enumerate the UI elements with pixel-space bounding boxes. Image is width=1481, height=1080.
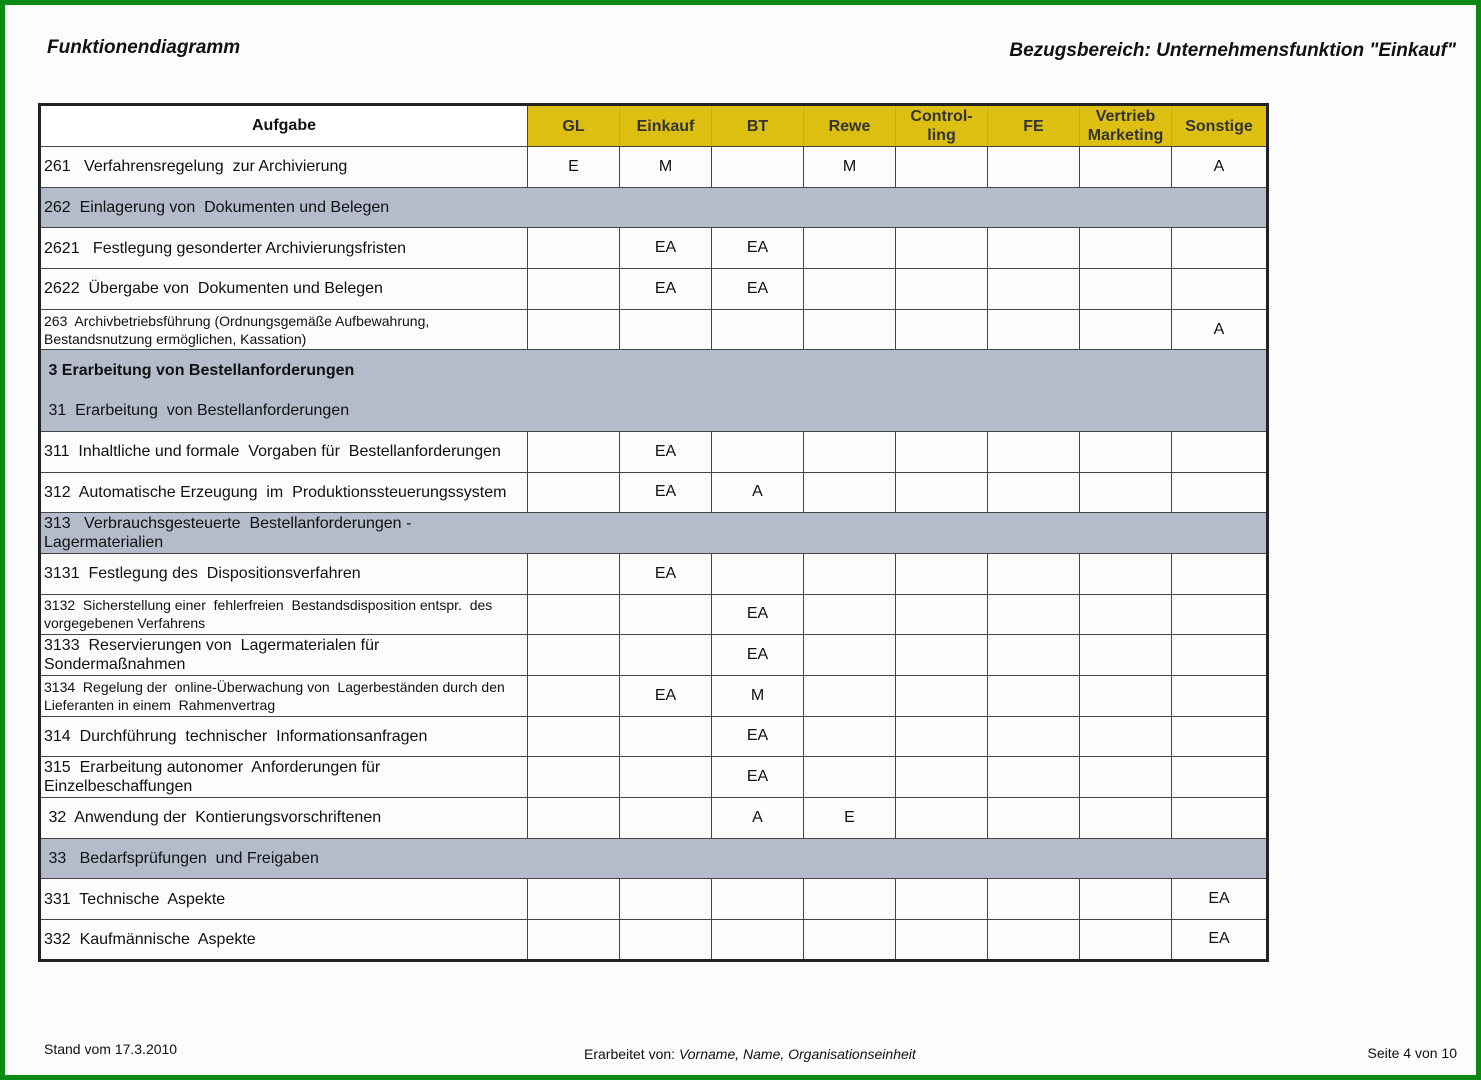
- group-heading-cell: [40, 350, 1268, 431]
- task-text: vorgegebenen Verfahrens: [44, 615, 206, 632]
- responsibility-cell: EA: [620, 431, 712, 472]
- responsibility-cell: [988, 757, 1080, 798]
- task-cell: [40, 675, 528, 716]
- task-cell: [40, 716, 528, 757]
- responsibility-cell: [712, 879, 804, 920]
- responsibility-cell: [1172, 431, 1268, 472]
- task-cell: [40, 594, 528, 635]
- task-text: 32 Anwendung der Kontierungsvorschriftenen: [44, 809, 382, 827]
- responsibility-cell: A: [1172, 147, 1268, 188]
- footer-date: Stand vom 17.3.2010: [44, 1041, 178, 1057]
- responsibility-cell: [896, 147, 988, 188]
- responsibility-cell: [988, 147, 1080, 188]
- task-text: 3133 Reservierungen von Lagermaterialen für: [44, 637, 380, 655]
- responsibility-cell: A: [712, 798, 804, 839]
- responsibility-cell: [804, 553, 896, 594]
- responsibility-cell: [620, 309, 712, 350]
- task-text: 2622 Übergabe von Dokumenten und Belegen: [44, 280, 383, 298]
- task-text: 2621 Festlegung gesonderter Archivierungsfristen: [44, 239, 406, 257]
- responsibility-cell: [1172, 472, 1268, 513]
- table-row: [40, 147, 1268, 188]
- group-heading-text: 262 Einlagerung von Dokumenten und Belegen: [44, 199, 390, 217]
- column-header-role-line: Control-: [910, 108, 973, 125]
- column-header-role: [988, 105, 1080, 147]
- group-row: [40, 513, 1268, 554]
- responsibility-cell: A: [1172, 309, 1268, 350]
- table-row: [40, 309, 1268, 350]
- responsibility-cell: EA: [712, 269, 804, 310]
- responsibility-cell: [1080, 920, 1172, 961]
- responsibility-cell: [988, 228, 1080, 269]
- column-header-role-line: Einkauf: [636, 117, 695, 135]
- responsibility-cell: [1080, 635, 1172, 676]
- group-row: [40, 838, 1268, 879]
- responsibility-cell: E: [804, 798, 896, 839]
- responsibility-cell: EA: [712, 228, 804, 269]
- responsibility-cell: M: [712, 675, 804, 716]
- responsibility-cell: [804, 716, 896, 757]
- responsibility-cell: [988, 716, 1080, 757]
- responsibility-cell: [528, 431, 620, 472]
- responsibility-cell: [988, 269, 1080, 310]
- responsibility-cell: [528, 757, 620, 798]
- responsibility-cell: [804, 635, 896, 676]
- task-text: Bestandsnutzung ermöglichen, Kassation): [44, 330, 307, 347]
- task-text: 331 Technische Aspekte: [44, 890, 226, 908]
- column-header-role-line: ling: [927, 127, 956, 144]
- responsibility-cell: [528, 716, 620, 757]
- responsibility-cell: [1080, 757, 1172, 798]
- responsibility-cell: [804, 431, 896, 472]
- responsibility-cell: E: [528, 147, 620, 188]
- table-row: [40, 716, 1268, 757]
- table-row: [40, 879, 1268, 920]
- responsibility-cell: [712, 920, 804, 961]
- responsibility-cell: [1080, 675, 1172, 716]
- responsibility-cell: EA: [620, 472, 712, 513]
- group-heading-cell: [40, 838, 1268, 879]
- table-row: [40, 757, 1268, 798]
- footer-author: [584, 1046, 916, 1062]
- responsibility-cell: EA: [620, 228, 712, 269]
- responsibility-cell: [1080, 472, 1172, 513]
- responsibility-cell: [1172, 269, 1268, 310]
- responsibility-cell: [804, 757, 896, 798]
- responsibility-cell: [712, 309, 804, 350]
- responsibility-cell: [804, 879, 896, 920]
- responsibility-cell: [1172, 594, 1268, 635]
- column-header-role: [712, 105, 804, 147]
- responsibility-cell: [528, 594, 620, 635]
- group-heading-cell: [40, 187, 1268, 228]
- task-cell: [40, 635, 528, 676]
- responsibility-cell: EA: [620, 553, 712, 594]
- responsibility-cell: [712, 553, 804, 594]
- responsibility-cell: [988, 675, 1080, 716]
- responsibility-cell: EA: [712, 635, 804, 676]
- responsibility-cell: [528, 553, 620, 594]
- task-cell: [40, 553, 528, 594]
- table-row: [40, 594, 1268, 635]
- responsibility-cell: [988, 594, 1080, 635]
- responsibility-cell: [528, 269, 620, 310]
- column-header-task: Aufgabe: [40, 105, 528, 147]
- responsibility-cell: [896, 472, 988, 513]
- responsibility-cell: [712, 431, 804, 472]
- responsibility-cell: [896, 309, 988, 350]
- table-row: [40, 269, 1268, 310]
- task-cell: [40, 757, 528, 798]
- responsibility-cell: [988, 431, 1080, 472]
- table-body: [40, 147, 1268, 961]
- responsibility-cell: [988, 635, 1080, 676]
- responsibility-cell: [1080, 553, 1172, 594]
- responsibility-cell: [1080, 879, 1172, 920]
- responsibility-cell: [620, 716, 712, 757]
- responsibility-cell: [988, 879, 1080, 920]
- table-row: [40, 798, 1268, 839]
- task-text: Lieferanten in einem Rahmenvertrag: [44, 696, 276, 713]
- responsibility-cell: [988, 920, 1080, 961]
- table-row: [40, 431, 1268, 472]
- responsibility-cell: EA: [620, 675, 712, 716]
- responsibility-cell: [528, 228, 620, 269]
- table-row: [40, 553, 1268, 594]
- task-cell: [40, 920, 528, 961]
- responsibility-cell: [804, 309, 896, 350]
- column-header-role: [1172, 105, 1268, 147]
- responsibility-cell: EA: [712, 716, 804, 757]
- responsibility-cell: EA: [712, 594, 804, 635]
- task-cell: [40, 431, 528, 472]
- table-header-row: [40, 105, 1268, 147]
- responsibility-cell: [896, 228, 988, 269]
- responsibility-cell: [804, 920, 896, 961]
- task-text: 332 Kaufmännische Aspekte: [44, 930, 256, 948]
- task-cell: [40, 147, 528, 188]
- task-text: Sondermaßnahmen: [44, 656, 186, 674]
- responsibility-cell: [1172, 798, 1268, 839]
- responsibility-cell: [804, 269, 896, 310]
- responsibility-cell: [1172, 228, 1268, 269]
- responsibility-cell: [988, 309, 1080, 350]
- group-row: [40, 350, 1268, 431]
- responsibility-cell: [896, 431, 988, 472]
- responsibility-cell: [528, 635, 620, 676]
- task-text: 3132 Sicherstellung einer fehlerfreien Bestandsdisposition entspr. des: [44, 597, 493, 614]
- footer-author-value: Vorname, Name, Organisationseinheit: [678, 1046, 916, 1062]
- responsibility-cell: [896, 594, 988, 635]
- task-text: 3131 Festlegung des Dispositionsverfahren: [44, 565, 361, 583]
- responsibility-cell: [620, 635, 712, 676]
- task-cell: [40, 269, 528, 310]
- task-text: 314 Durchführung technischer Informationsanfragen: [44, 727, 428, 745]
- responsibility-cell: [804, 594, 896, 635]
- responsibility-cell: [620, 920, 712, 961]
- responsibility-cell: [528, 879, 620, 920]
- task-cell: [40, 798, 528, 839]
- task-cell: [40, 228, 528, 269]
- task-text: 311 Inhaltliche und formale Vorgaben für Bestellanforderungen: [44, 443, 501, 461]
- responsibility-cell: [1080, 147, 1172, 188]
- column-header-role-line: Vertrieb: [1095, 108, 1156, 125]
- column-header-role: [804, 105, 896, 147]
- responsibility-cell: [896, 798, 988, 839]
- task-text: 263 Archivbetriebsführung (Ordnungsgemäße Aufbewahrung,: [44, 312, 430, 329]
- task-cell: [40, 309, 528, 350]
- group-heading-cell: [40, 513, 1268, 554]
- task-text: 3134 Regelung der online-Überwachung von Lagerbeständen durch den: [44, 678, 505, 695]
- responsibility-cell: [528, 798, 620, 839]
- responsibility-cell: [528, 920, 620, 961]
- responsibility-cell: [620, 594, 712, 635]
- responsibility-cell: [1080, 594, 1172, 635]
- column-header-role-line: GL: [562, 117, 585, 135]
- column-header-role-line: FE: [1023, 117, 1044, 135]
- group-row: [40, 187, 1268, 228]
- responsibility-cell: [1172, 553, 1268, 594]
- task-text: Einzelbeschaffungen: [44, 778, 193, 796]
- scope-title: Bezugsbereich: Unternehmensfunktion "Einkauf": [1009, 40, 1456, 61]
- table-row: [40, 635, 1268, 676]
- responsibility-cell: [1080, 716, 1172, 757]
- responsibility-cell: EA: [1172, 920, 1268, 961]
- responsibility-cell: [1172, 716, 1268, 757]
- group-heading-text: 33 Bedarfsprüfungen und Freigaben: [44, 850, 319, 868]
- table-row: [40, 472, 1268, 513]
- group-heading-text: 313 Verbrauchsgesteuerte Bestellanforderungen -: [44, 515, 412, 533]
- task-text: 312 Automatische Erzeugung im Produktionssteuerungssystem: [44, 483, 507, 501]
- column-header-role: [1080, 105, 1172, 147]
- responsibility-cell: [804, 228, 896, 269]
- task-cell: [40, 879, 528, 920]
- responsibility-cell: [896, 635, 988, 676]
- task-text: 261 Verfahrensregelung zur Archivierung: [44, 158, 348, 176]
- column-header-role: [528, 105, 620, 147]
- document-title: Funktionendiagramm: [47, 37, 241, 58]
- column-header-role-line: Sonstige: [1185, 117, 1253, 135]
- responsibility-cell: [988, 472, 1080, 513]
- column-header-role-line: BT: [746, 117, 769, 135]
- responsibility-cell: [988, 798, 1080, 839]
- responsibility-cell: [620, 879, 712, 920]
- table-row: [40, 920, 1268, 961]
- footer-author-label: Erarbeitet von:: [584, 1046, 679, 1062]
- responsibility-cell: [528, 675, 620, 716]
- group-heading-text: 3 Erarbeitung von Bestellanforderungen: [44, 361, 355, 379]
- column-header-role-line: Marketing: [1087, 127, 1164, 144]
- responsibility-cell: [1080, 798, 1172, 839]
- responsibility-cell: EA: [1172, 879, 1268, 920]
- task-text: 315 Erarbeitung autonomer Anforderungen für: [44, 759, 381, 777]
- column-header-role: [896, 105, 988, 147]
- function-diagram-table-wrapper: [38, 103, 1266, 962]
- task-cell: [40, 472, 528, 513]
- group-heading-text: Lagermaterialien: [44, 534, 164, 552]
- column-header-role-line: Rewe: [828, 117, 871, 135]
- group-heading-text: 31 Erarbeitung von Bestellanforderungen: [44, 401, 350, 419]
- responsibility-cell: [896, 716, 988, 757]
- responsibility-cell: [896, 920, 988, 961]
- responsibility-cell: [712, 147, 804, 188]
- responsibility-cell: M: [620, 147, 712, 188]
- responsibility-cell: [1080, 269, 1172, 310]
- table-row: [40, 228, 1268, 269]
- responsibility-cell: [896, 675, 988, 716]
- function-diagram-table: [38, 103, 1269, 962]
- responsibility-cell: [988, 553, 1080, 594]
- responsibility-cell: EA: [712, 757, 804, 798]
- table-row: [40, 675, 1268, 716]
- responsibility-cell: M: [804, 147, 896, 188]
- responsibility-cell: [896, 757, 988, 798]
- responsibility-cell: [620, 798, 712, 839]
- responsibility-cell: [528, 472, 620, 513]
- responsibility-cell: A: [712, 472, 804, 513]
- responsibility-cell: [896, 269, 988, 310]
- responsibility-cell: [1172, 675, 1268, 716]
- responsibility-cell: [1080, 309, 1172, 350]
- responsibility-cell: [1172, 635, 1268, 676]
- responsibility-cell: [620, 757, 712, 798]
- column-header-role: [620, 105, 712, 147]
- responsibility-cell: [804, 472, 896, 513]
- responsibility-cell: [528, 309, 620, 350]
- responsibility-cell: [804, 675, 896, 716]
- responsibility-cell: [1080, 228, 1172, 269]
- responsibility-cell: EA: [620, 269, 712, 310]
- responsibility-cell: [896, 879, 988, 920]
- responsibility-cell: [1172, 757, 1268, 798]
- responsibility-cell: [896, 553, 988, 594]
- responsibility-cell: [1080, 431, 1172, 472]
- footer-page-number: Seite 4 von 10: [1367, 1045, 1457, 1061]
